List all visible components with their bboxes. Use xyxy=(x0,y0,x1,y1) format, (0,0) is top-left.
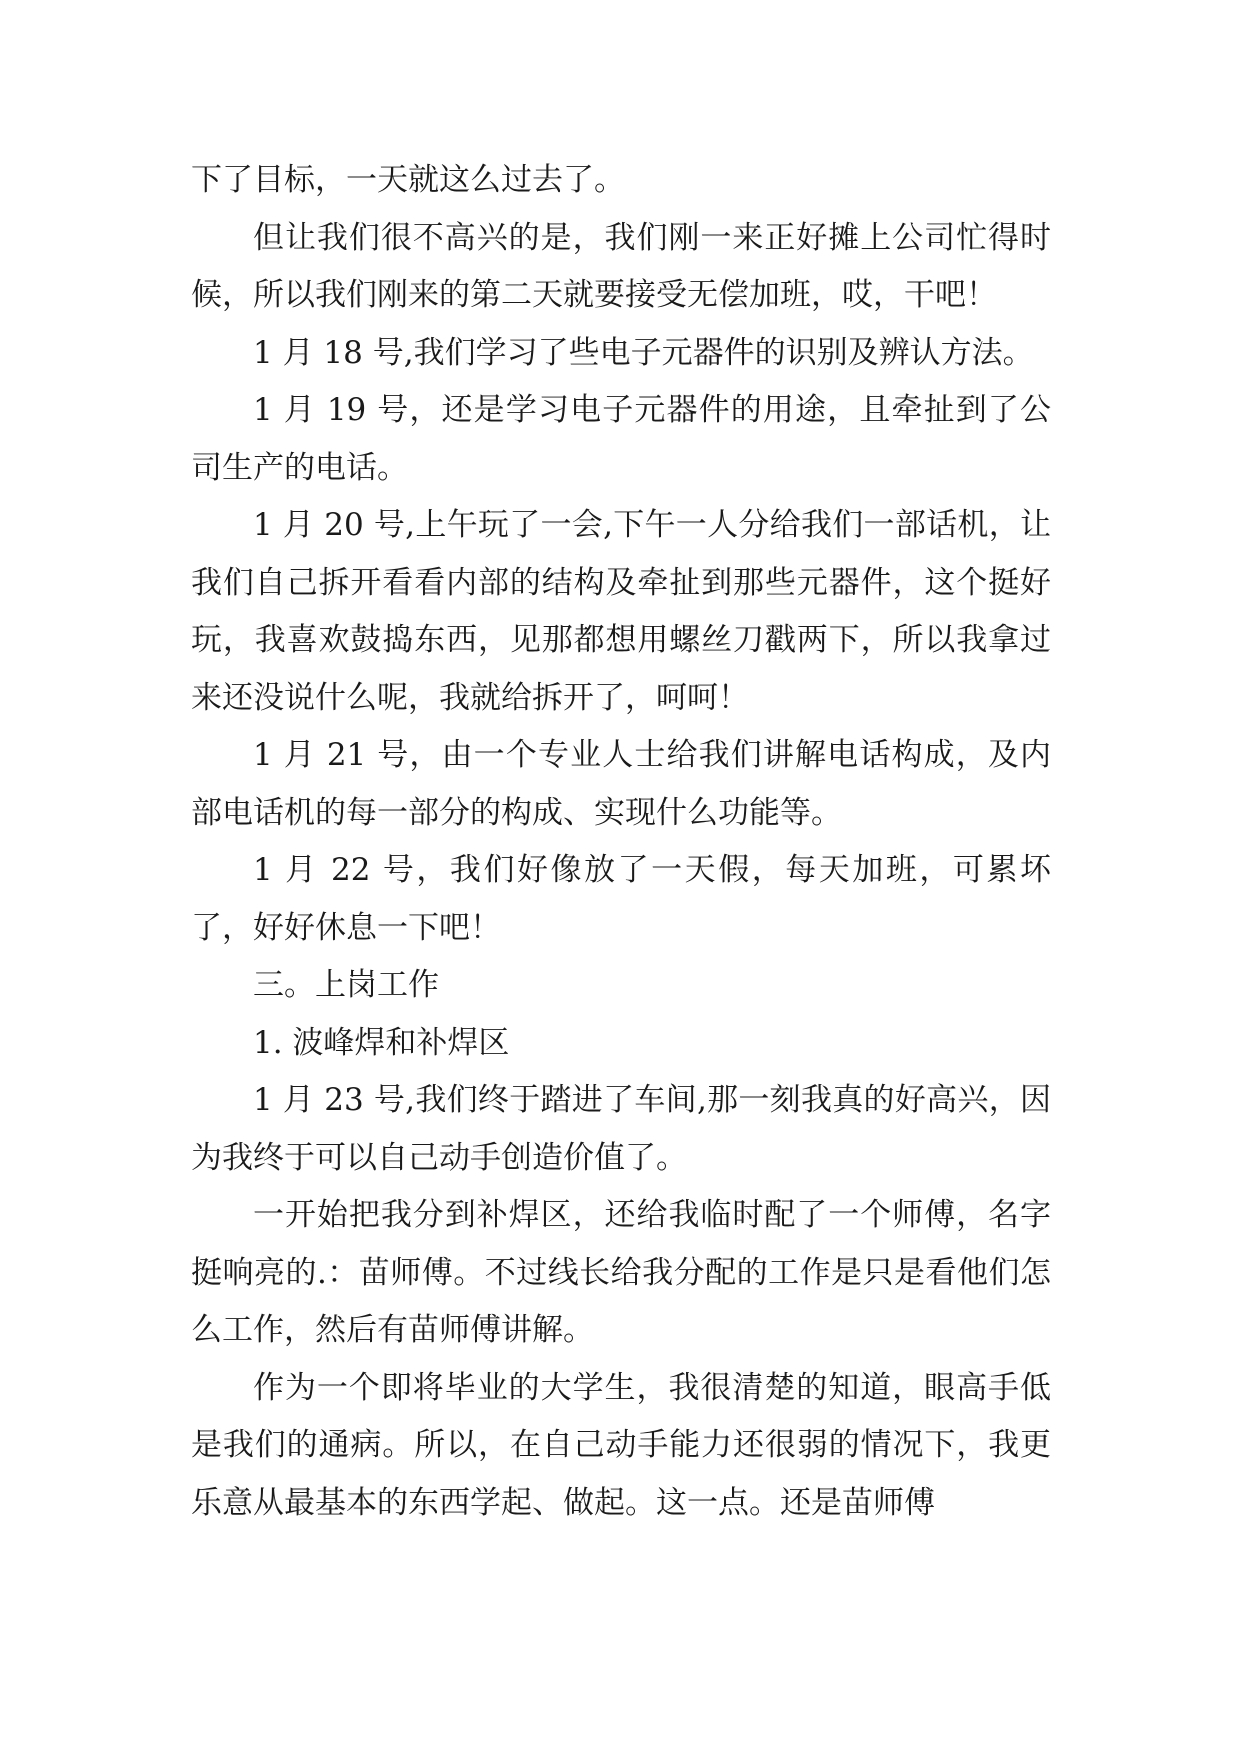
paragraph: 1 月 19 号，还是学习电子元器件的用途，且牵扯到了公司生产的电话。 xyxy=(191,392,1051,486)
paragraph: 但让我们很不高兴的是，我们刚一来正好摊上公司忙得时候，所以我们刚来的第二天就要接受无偿加班，哎，干吧！ xyxy=(191,219,1051,313)
paragraph: 1 月 22 号，我们好像放了一天假，每天加班，可累坏了，好好休息一下吧！ xyxy=(191,852,1051,946)
document-body xyxy=(191,152,1051,1532)
paragraph: 一开始把我分到补焊区，还给我临时配了一个师傅，名字挺响亮的.：苗师傅。不过线长给我分配的工作是只是看他们怎么工作，然后有苗师傅讲解。 xyxy=(191,1197,1051,1348)
subsection-heading: 1. 波峰焊和补焊区 xyxy=(253,1024,510,1061)
paragraph: 下了目标，一天就这么过去了。 xyxy=(191,162,625,198)
section-heading: 三。上岗工作 xyxy=(253,967,439,1003)
paragraph: 1 月 23 号,我们终于踏进了车间,那一刻我真的好高兴，因为我终于可以自己动手创造价值了。 xyxy=(191,1082,1051,1176)
paragraph: 1 月 20 号,上午玩了一会,下午一人分给我们一部话机，让我们自己拆开看看内部的结构及牵扯到那些元器件，这个挺好玩，我喜欢鼓捣东西，见那都想用螺丝刀戳两下，所以我拿过来还没说什么呢，我就给拆开了，呵呵！ xyxy=(191,507,1051,716)
paragraph: 作为一个即将毕业的大学生，我很清楚的知道，眼高手低是我们的通病。所以，在自己动手能力还很弱的情况下，我更乐意从最基本的东西学起、做起。这一点。还是苗师傅 xyxy=(191,1369,1051,1521)
paragraph: 1 月 18 号,我们学习了些电子元器件的识别及辨认方法。 xyxy=(253,334,1034,371)
paragraph: 1 月 21 号，由一个专业人士给我们讲解电话构成，及内部电话机的每一部分的构成、实现什么功能等。 xyxy=(191,737,1051,831)
